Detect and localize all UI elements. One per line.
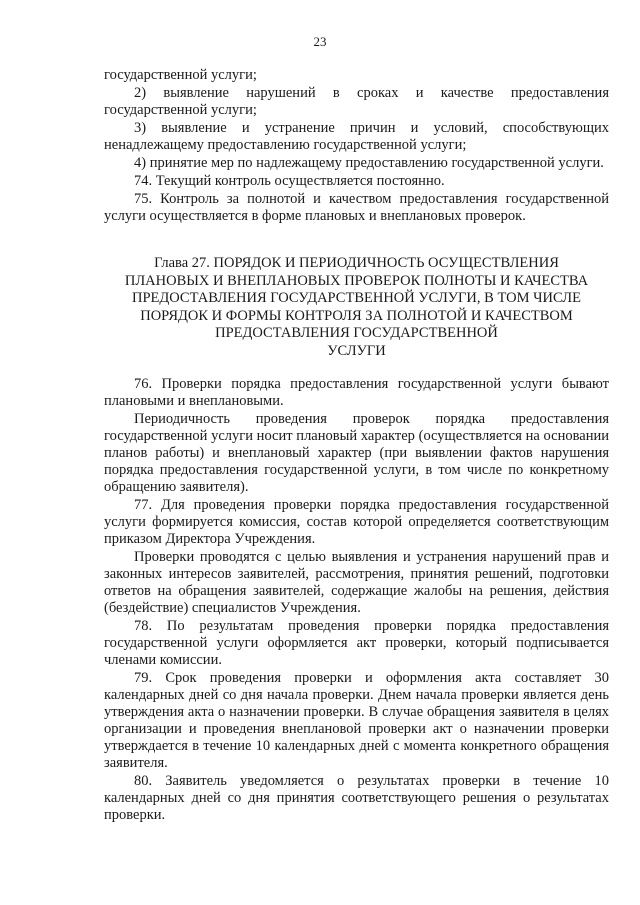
paragraph: 75. Контроль за полнотой и качеством предоставления государственной услуги осуществляется в форме плановых и внеплановых проверок. — [104, 191, 609, 224]
heading-line: ПЛАНОВЫХ И ВНЕПЛАНОВЫХ ПРОВЕРОК ПОЛНОТЫ И КАЧЕСТВА — [124, 272, 589, 289]
heading-line: УСЛУГИ — [327, 342, 386, 359]
heading-line: ПРЕДОСТАВЛЕНИЯ ГОСУДАРСТВЕННОЙ — [215, 325, 498, 341]
top-text-block — [104, 67, 609, 226]
heading-line: ПРЕДОСТАВЛЕНИЯ ГОСУДАРСТВЕННОЙ УСЛУГИ, В ТОМ ЧИСЛЕ — [131, 290, 581, 306]
chapter-heading — [104, 255, 609, 360]
page-number: 23 — [313, 34, 327, 49]
paragraph: 77. Для проведения проверки порядка предоставления государственной услуги формируется комиссия, состав которой определяется соответствующим приказом Директора Учреждения. — [104, 497, 609, 547]
paragraph: 3) выявление и устранение причин и условий, способствующих ненадлежащему предоставлению государственной услуги; — [104, 120, 609, 153]
paragraph: Периодичность проведения проверок порядка предоставления государственной услуги носит плановый характер (осуществляется на основании планов работы) и внеплановый характер (при выявлении фактов нарушения порядка предоставления государственной услуги, в том числе по конкретному обращению заявителя). — [104, 411, 609, 495]
paragraph: 79. Срок проведения проверки и оформления акта составляет 30 календарных дней со дня начала проверки. Днем начала проверки является день утверждения акта о назначении проверки. В случае обращения заявителя в целях организации и проведения внеплановой проверки акт о назначении проверки утверждается в течение 10 календарных дней с момента конкретного обращения заявителя. — [104, 670, 609, 771]
paragraph: Проверки проводятся с целью выявления и устранения нарушений прав и законных интересов заявителей, рассмотрения, принятия решений, подготовки ответов на обращения заявителей, содержащие жалобы на решения, действия (бездействие) специалистов Учреждения. — [104, 549, 609, 616]
paragraph: государственной услуги; — [104, 67, 257, 83]
heading-line: ПОРЯДОК И ФОРМЫ КОНТРОЛЯ ЗА ПОЛНОТОЙ И КАЧЕСТВОМ — [140, 307, 573, 324]
paragraph: 80. Заявитель уведомляется о результатах проверки в течение 10 календарных дней со дня принятия соответствующего решения о результатах проверки. — [104, 773, 609, 823]
heading-line: Глава 27. ПОРЯДОК И ПЕРИОДИЧНОСТЬ ОСУЩЕСТВЛЕНИЯ — [154, 255, 559, 271]
paragraph: 74. Текущий контроль осуществляется постоянно. — [134, 173, 445, 189]
paragraph: 78. По результатам проведения проверки порядка предоставления государственной услуги оформляется акт проверки, который подписывается членами комиссии. — [104, 618, 609, 668]
paragraph: 4) принятие мер по надлежащему предоставлению государственной услуги. — [134, 155, 604, 171]
paragraph: 76. Проверки порядка предоставления государственной услуги бывают плановыми и внеплановыми. — [104, 376, 609, 409]
paragraph: 2) выявление нарушений в сроках и качестве предоставления государственной услуги; — [104, 85, 609, 118]
bottom-text-block — [104, 376, 609, 825]
